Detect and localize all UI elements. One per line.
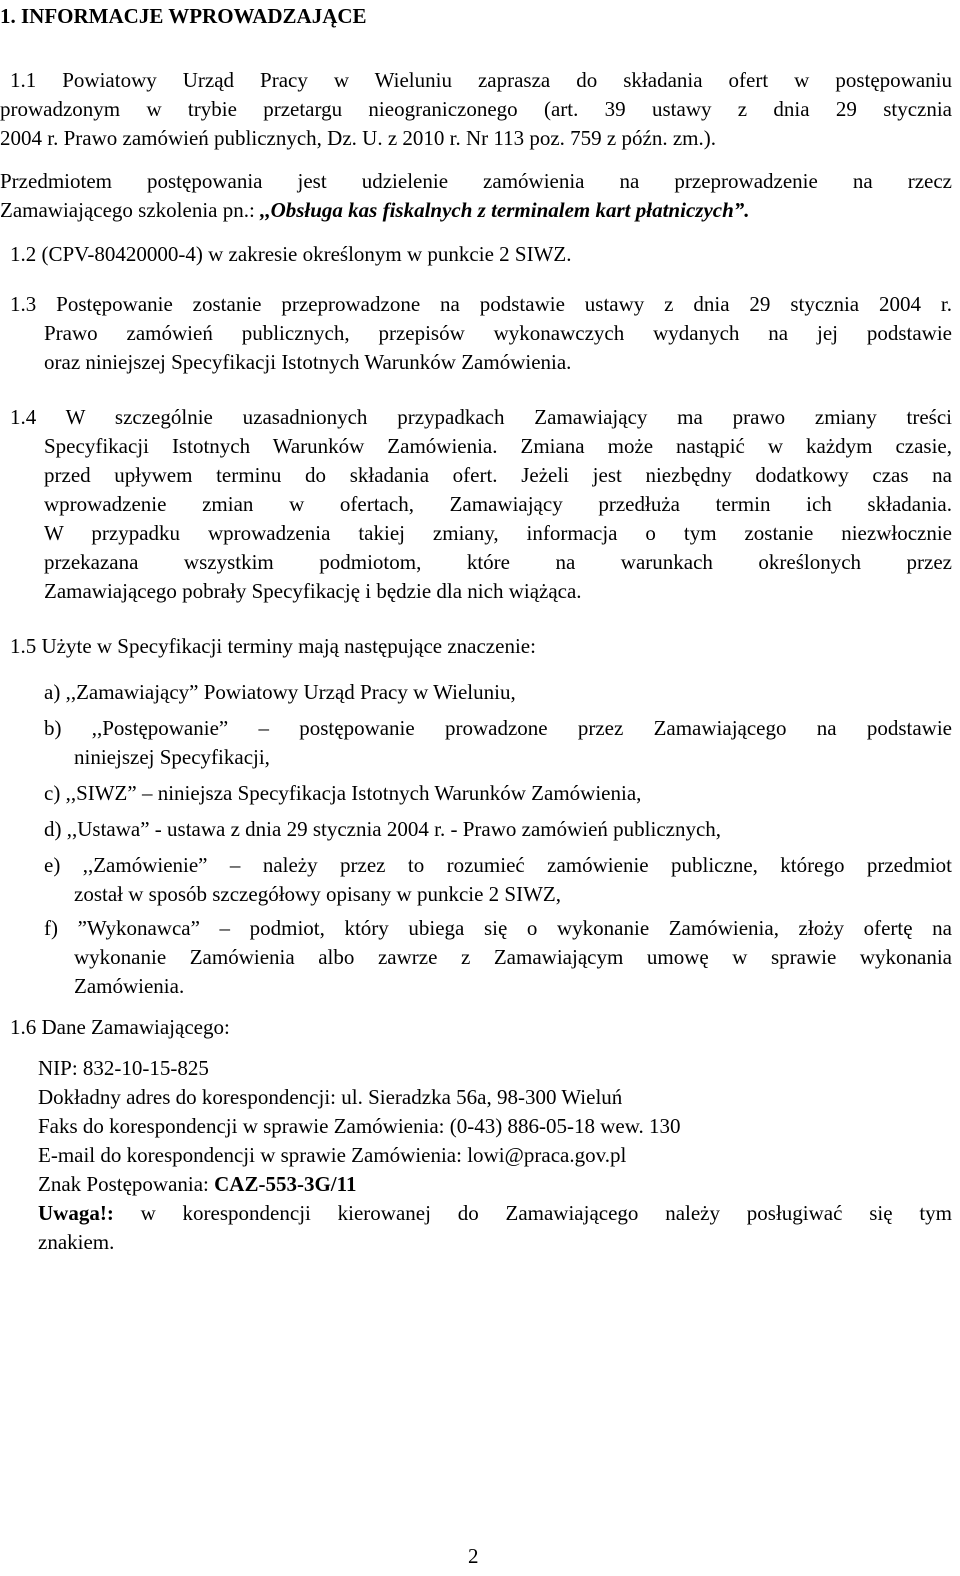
para-1-1-line-5: [0, 196, 750, 225]
definition-f-line-2: wykonanie Zamówienia albo zawrze z Zamawiającym umowę w sprawie wykonania: [74, 945, 952, 969]
definition-f-line-1: f) ”Wykonawca” – podmiot, który ubiega się o wykonanie Zamówienia, złoży ofertę na: [44, 916, 952, 940]
procedure-sign: [38, 1170, 356, 1199]
definition-e-line-2: został w sposób szczegółowy opisany w punkcie 2 SIWZ,: [74, 882, 561, 906]
email: E-mail do korespondencji w sprawie Zamówienia: lowi@praca.gov.pl: [38, 1143, 627, 1167]
para-1-2: 1.2 (CPV-80420000-4) w zakresie określonym w punkcie 2 SIWZ.: [10, 242, 572, 266]
fax: Faks do korespondencji w sprawie Zamówienia: (0-43) 886-05-18 wew. 130: [38, 1114, 681, 1138]
para-1-4-line-2: Specyfikacji Istotnych Warunków Zamówienia. Zmiana może nastąpić w każdym czasie,: [44, 434, 952, 458]
definition-e-line-1: e) ,,Zamówienie” – należy przez to rozumieć zamówienie publiczne, którego przedmiot: [44, 853, 952, 877]
procedure-sign-value: CAZ-553-3G/11: [214, 1172, 357, 1196]
para-1-1-line-4: Przedmiotem postępowania jest udzielenie zamówienia na przeprowadzenie na rzecz: [0, 169, 952, 193]
address: Dokładny adres do korespondencji: ul. Sieradzka 56a, 98-300 Wieluń: [38, 1085, 623, 1109]
definition-c: c) ,,SIWZ” – niniejsza Specyfikacja Istotnych Warunków Zamówienia,: [44, 781, 642, 805]
para-1-4-line-4: wprowadzenie zmian w ofertach, Zamawiający przedłuża termin ich składania.: [44, 492, 952, 516]
para-1-1-line-5-text: Zamawiającego szkolenia pn.:: [0, 198, 261, 222]
definition-b-line-2: niniejszej Specyfikacji,: [74, 745, 270, 769]
section-heading: 1. INFORMACJE WPROWADZAJĄCE: [0, 4, 367, 28]
para-1-3-line-1: 1.3 Postępowanie zostanie przeprowadzone na podstawie ustawy z dnia 29 stycznia 2004 r.: [10, 292, 952, 316]
para-1-4-line-6: przekazana wszystkim podmiotom, które na warunkach określonych przez: [44, 550, 952, 574]
definition-a: a) ,,Zamawiający” Powiatowy Urząd Pracy w Wieluniu,: [44, 680, 516, 704]
training-title: ,,Obsługa kas fiskalnych z terminalem kart płatniczych”.: [260, 198, 750, 222]
note-line-1: [38, 1199, 952, 1228]
para-1-4-line-5: W przypadku wprowadzenia takiej zmiany, informacja o tym zostanie niezwłocznie: [44, 521, 952, 545]
para-1-3-line-2: Prawo zamówień publicznych, przepisów wykonawczych wydanych na jej podstawie: [44, 321, 952, 345]
para-1-4-line-1: 1.4 W szczególnie uzasadnionych przypadkach Zamawiający ma prawo zmiany treści: [10, 405, 952, 429]
note-line-2: znakiem.: [38, 1230, 115, 1254]
definition-b-line-1: b) ,,Postępowanie” – postępowanie prowadzone przez Zamawiającego na podstawie: [44, 716, 952, 740]
para-1-4-line-3: przed upływem terminu do składania ofert. Jeżeli jest niezbędny dodatkowy czas na: [44, 463, 952, 487]
para-1-5-intro: 1.5 Użyte w Specyfikacji terminy mają następujące znaczenie:: [10, 634, 536, 658]
page-number: 2: [468, 1544, 479, 1568]
para-1-1-line-2: prowadzonym w trybie przetargu nieograniczonego (art. 39 ustawy z dnia 29 stycznia: [0, 97, 952, 121]
para-1-6-intro: 1.6 Dane Zamawiającego:: [10, 1015, 230, 1039]
nip: NIP: 832-10-15-825: [38, 1056, 209, 1080]
para-1-1-line-1: 1.1 Powiatowy Urząd Pracy w Wieluniu zaprasza do składania ofert w postępowaniu: [10, 68, 952, 92]
definition-f-line-3: Zamówienia.: [74, 974, 185, 998]
note-label: Uwaga!:: [38, 1201, 114, 1225]
para-1-3-line-3: oraz niniejszej Specyfikacji Istotnych Warunków Zamówienia.: [44, 350, 572, 374]
procedure-sign-label: Znak Postępowania:: [38, 1172, 215, 1196]
para-1-1-line-3: 2004 r. Prawo zamówień publicznych, Dz. U. z 2010 r. Nr 113 poz. 759 z późn. zm.).: [0, 126, 716, 150]
para-1-4-line-7: Zamawiającego pobrały Specyfikację i będzie dla nich wiążąca.: [44, 579, 582, 603]
definition-d: d) ,,Ustawa” - ustawa z dnia 29 stycznia 2004 r. - Prawo zamówień publicznych,: [44, 817, 722, 841]
note-text: w korespondencji kierowanej do Zamawiającego należy posługiwać się tym: [113, 1201, 952, 1225]
